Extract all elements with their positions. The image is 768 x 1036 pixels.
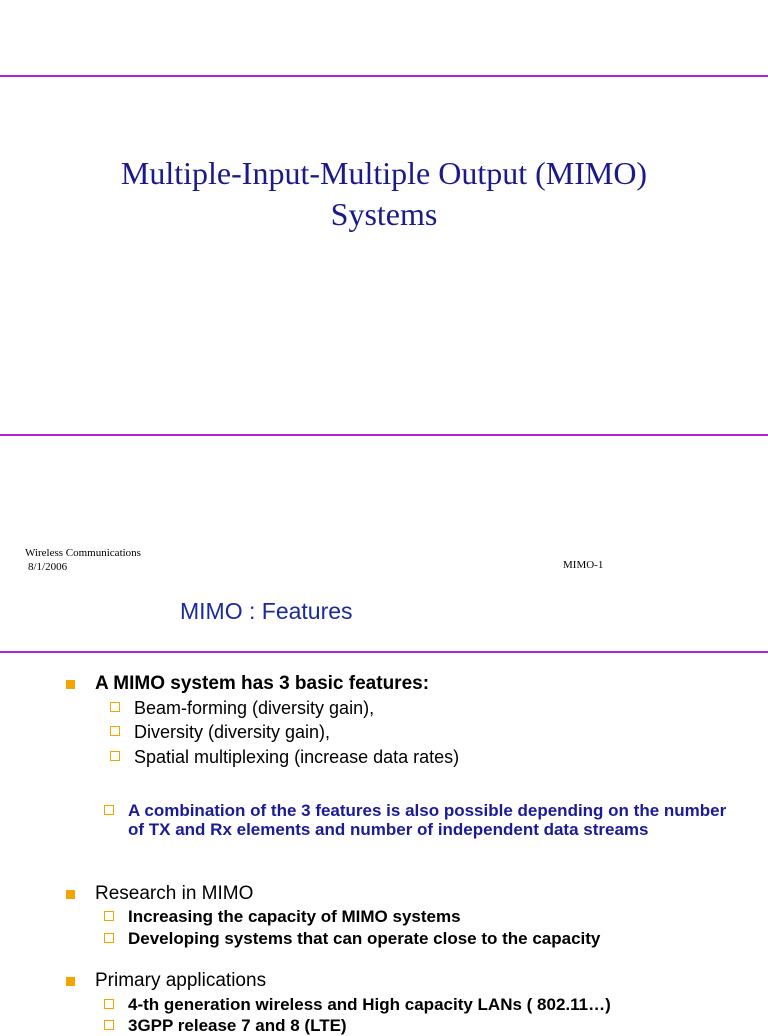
footer-left — [25, 546, 141, 574]
feature-text: Beam-forming (diversity gain), — [134, 698, 375, 718]
hollow-square-icon — [104, 1020, 114, 1030]
research-item-text: Increasing the capacity of MIMO systems — [128, 907, 461, 926]
application-item — [128, 995, 611, 1015]
footer-date: 8/1/2006 — [28, 561, 68, 573]
research-item — [128, 929, 600, 949]
hollow-square-icon — [104, 911, 114, 921]
hollow-square-icon — [104, 933, 114, 943]
application-item-text: 4-th generation wireless and High capacity LANs ( 802.11…) — [128, 995, 611, 1014]
bullet-features-intro — [95, 673, 429, 695]
combination-note-text: A combination of the 3 features is also possible depending on the number of TX and Rx elements and number of independent data streams — [128, 801, 727, 839]
combination-note — [128, 801, 738, 839]
hollow-square-icon — [104, 999, 114, 1009]
feature-text: Diversity (diversity gain), — [134, 722, 331, 742]
research-heading: Research in MIMO — [95, 883, 254, 904]
bullet-research — [95, 883, 253, 905]
bullet-square-icon — [66, 977, 75, 986]
hollow-square-icon — [110, 726, 120, 736]
research-item — [128, 907, 461, 927]
feature-item — [134, 698, 374, 719]
feature-item — [134, 747, 459, 768]
footer-course: Wireless Communications — [25, 547, 141, 559]
application-item-text: 3GPP release 7 and 8 (LTE) — [128, 1016, 347, 1035]
features-intro-text: A MIMO system has 3 basic features: — [95, 673, 430, 694]
slide-title — [40, 153, 728, 235]
bullet-applications — [95, 970, 266, 992]
slide-title-line1: Multiple-Input-Multiple Output (MIMO) — [120, 155, 648, 191]
hollow-square-icon — [104, 805, 114, 815]
middle-rule — [0, 434, 768, 436]
bullet-square-icon — [66, 890, 75, 899]
footer-page-number: MIMO-1 — [563, 559, 604, 571]
features-rule — [0, 651, 768, 653]
hollow-square-icon — [110, 751, 120, 761]
top-rule — [0, 75, 768, 77]
bullet-square-icon — [66, 680, 75, 689]
feature-text: Spatial multiplexing (increase data rates) — [134, 747, 460, 767]
feature-item — [134, 722, 330, 743]
research-item-text: Developing systems that can operate close to the capacity — [128, 929, 601, 948]
slide-title-line2: Systems — [330, 196, 438, 232]
application-item — [128, 1016, 347, 1036]
hollow-square-icon — [110, 702, 120, 712]
features-slide-title: MIMO : Features — [180, 598, 353, 624]
applications-heading: Primary applications — [95, 970, 267, 991]
